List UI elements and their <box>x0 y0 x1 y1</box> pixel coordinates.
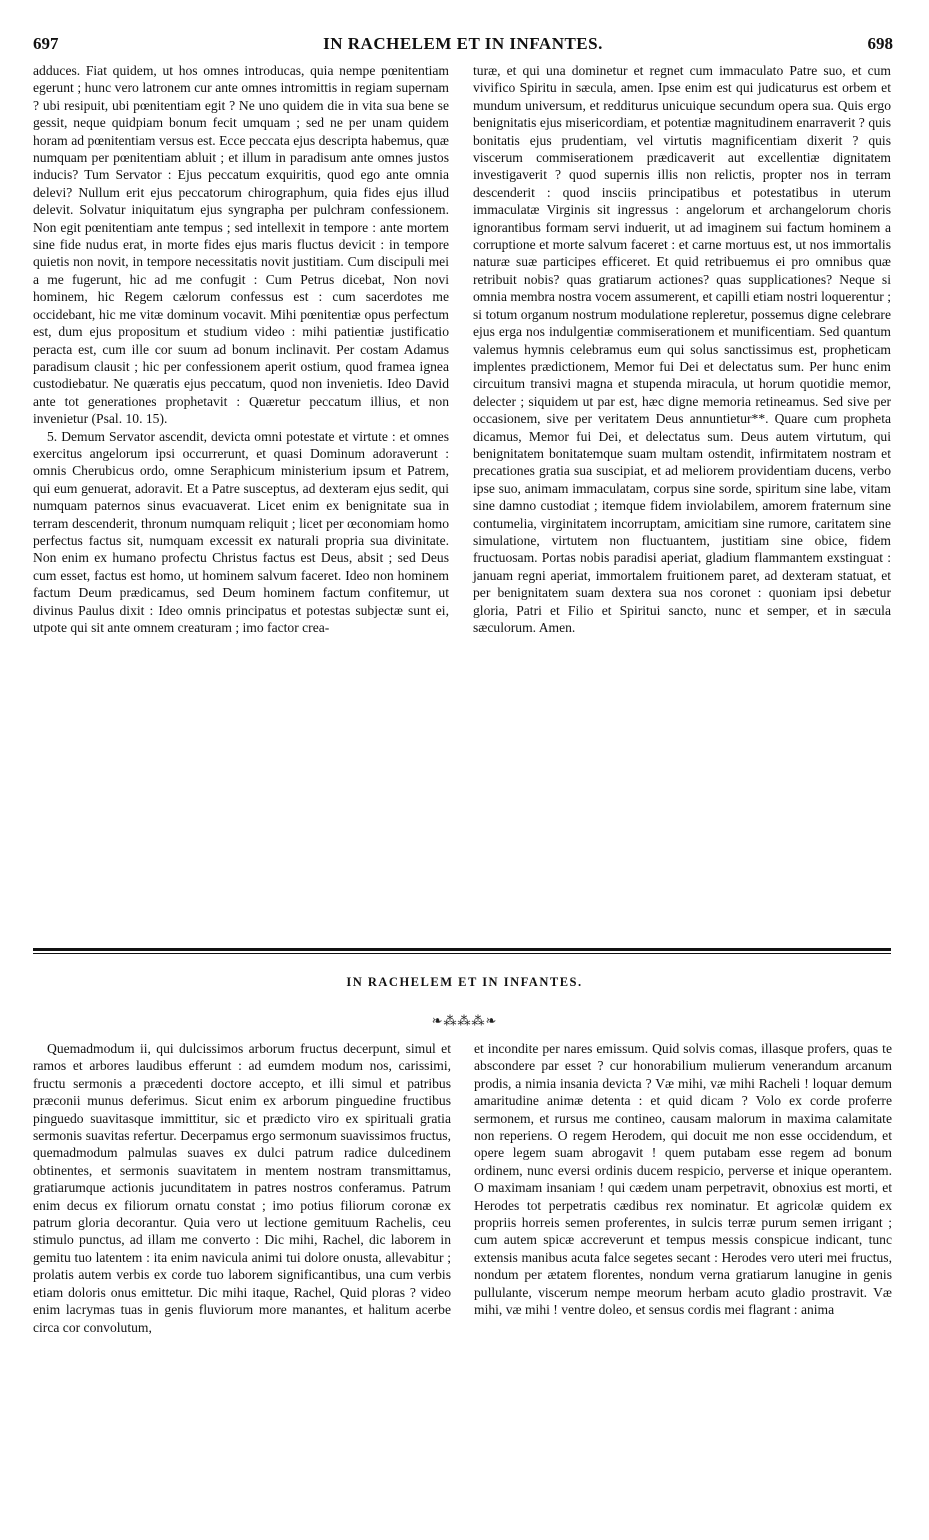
running-title: IN RACHELEM ET IN INFANTES. <box>323 34 603 53</box>
paragraph-top-left-1: adduces. Fiat quidem, ut hos omnes introducas, quia nempe pœnitentiam egerunt ; hunc vero latronem cur ante omnes intromittis in regiam supernam ? ubi resipuit, ubi pœnitentiam egit ? Ne uno quidem die in vita sua bene se gessit, neque quidpiam bonum fecit umquam ; sed ne per unam quidem horam ad pœnitentiam versus est. Ecce peccata ejus descripta habemus, quæ numquam per pœnitentiam abluit ; et illum in paradisum ante omnes justos inducis? Tum Servator : Ejus peccatum exquiritis, quod ego ante omnia delevi? Nullum erit ejus peccatorum chirographum, quia fides ejus illud delevit. Solvatur iniquitatum ejus syngrapha per pulchram confessionem. Non egit pœnitentiam ante tempus ; sed intellexit in tempore : ante mortem sine fide nudus erat, in morte fides ejus maris fluctus devicit : in tempore quietis non novit, in tempore necessitatis novit justitiam. Cum discipuli mei a me fugerunt, hic ad me confugit : Cum Petrus dicebat, Non novi hominem, hic Regem cælorum confessus est : cum sacerdotes me occidebant, hic me vitæ dominum vocavit. Mihi pœnitentiæ opus perfectum est, dum ejus propositum et studium video : mihi patientiæ justificatio peracta est, cum ille cor suum ad bonum inclinavit. Per costam Adamus paradisum clausit ; hic per confessionem aperit ostium, quod framea ignea custodiebatur. Ne quæratis ejus peccatum, quod non invenietis. Ideo David ante tot generationes prophetavit : Quæretur peccatum illius, et non invenietur (Psal. 10. 15). <box>33 63 449 427</box>
column-top-left <box>33 62 449 636</box>
section-title: IN RACHELEM ET IN INFANTES. <box>346 975 583 989</box>
page-header <box>33 34 893 56</box>
paragraph-bottom-right: et inconditе per nares emissum. Quid solvis comas, illasque profers, quas te abscondere par esset ? cur honorabilium mulierum venerandum arcanum prodis, a nimia insania devicta ? Væ mihi, væ mihi Racheli ! loquar demum amaritudine animæ detenta : et quid dicam ? Volo ex corde proferre sermonem, et rursus me contineo, causam malorum in maxima calamitate non reperiens. O regem Herodem, qui docuit me non esse occidendum, et opere legem suam abrogavit ! quem putabam esse regem ad bonum ordinem, nunc eversi ordinis ducem respicio, perverse et inique operantem. O maximam insaniam ! qui cædem unam perpetravit, obnoxius est morti, et Herodes tot perpetratis cædibus rex nominatur. Et agricolæ quidem ex propriis horreis semen proferentes, in sulcis terræ purum semen irrigant ; cum autem spicæ accreverunt et tempus messis conspicue indicant, tunc extensis manibus acuta falce segetes secant : Herodes vero uteri mei fructus, nondum per ætatem florentes, nondum verna gratiarum lanugine in genis pullulante, viscerum nempe meorum herbam acuto gladio prostravit. Væ mihi, væ mihi ! ventre doleo, et sensus cordis mei flagrant : anima <box>474 1041 892 1318</box>
ornament-flourish: ❧⁂⁂⁂❧ <box>431 1013 498 1028</box>
paragraph-bottom-left: Quemadmodum ii, qui dulcissimos arborum fructus decerpunt, simul et ramos et arbores laudibus efferunt : ad eumdem modum nos, carissimi, fructu sermonis a præcedenti doctore accepto, et illi simul et patribus præconii munus deferimus. Sicut enim ex arborum pinguedine fructibus pinguedo suavitasque immittitur, sic et prædicto viro ex spirituali gratia sermonis suavitas refertur. Decerpamus ergo sermonum suavissimos fructus, quemadmodum palmulas suaves ex dulci patrum radice dulcedinem obtinentes, et sermonis suavitatem in mentem nostram transmittamus, gratiarumque actionis jucunditatem in patres nostros conferamus. Patrum enim decus ex filiorum ornatu constat ; imo potius filiorum coronæ ex patrum gloria decorantur. Quia vero ut lectione gemituum Rachelis, ceu stimulo punctus, ad illam me converto : Dic mihi, Rachel, dic laborem in gemitu tuo latentem : ita enim navicula animi tui dolore onusta, allevabitur ; prolatis autem verbis ex corde tuo laborem significantibus, una cum verbis etiam doloris onus emittetur. Dic mihi itaque, Rachel, Quid ploras ? video enim lacrymas tuas in genis fluviorum more manantes, et halitum acerbe circa cor convolutum, <box>33 1041 451 1335</box>
section-divider <box>33 948 891 954</box>
column-top-right <box>473 62 891 636</box>
paragraph-top-left-2: 5. Demum Servator ascendit, devicta omni potestate et virtute : et omnes exercitus angelorum ipsi occurrerunt, et quasi Dominum adoraverunt : omnis Cherubicus ordo, omne Seraphicum ministerium ipsum et Patrem, qui eum genuerat, adoravit. Et a Patre susceptus, ad dexteram ejus sedit, qui numquam paternos sinus evacuaverat. Licet enim ex benignitate sua in terram descenderit, thronum numquam reliquit ; licet per œconomiam homo perfectus factus sit, numquam excessit ex naturali propria sua divinitate. Non enim ex humano profectu Christus factus est Deus, absit ; sed Deus cum esset, factus est homo, ut hominem salvum faceret. Ideo non hominem factum Deum prædicamus, sed Deum hominem factum confitemur, ut divinus Paulus dixit : Ideo omnis principatus et potestas subjectæ sunt ei, utpote qui sit ante omnem creaturam ; imo factor crea- <box>33 428 449 635</box>
page-number-left: 697 <box>33 34 59 53</box>
column-bottom-left <box>33 1040 451 1336</box>
paragraph-top-right: turæ, et qui una dominetur et regnet cum immaculato Patre suo, et cum vivifico Spiritu in sæcula, amen. Ipse enim est qui judicaturus est orbem et mundum universum, et redditurus unicuique secundum opera sua. Quis ergo benignitatis ejus misericordiam, et potentiæ magnitudinem enarraverit ? quis bonitatis ejus prudentiam, vel virtutis magnificentiam dixerit ? quis viscerum commiserationem prædicaverit aut excellentiæ dignitatem investigaverit ? quod supernis illis non relictis, propter nos in terram descenderit : quod insciis principatibus et potestatibus in uterum immaculatæ Virginis sit ingressus : angelorum et archangelorum choris ignorantibus formam servi induerit, ut ad imaginem sui factum hominem a corruptione et morte salvum faceret : et carne mortuus est, ut nos immortalis naturæ suæ participes efficeret. Et quid retribuemus ei pro omnibus quæ retribuit nobis? quas gratiarum actiones? quas supplicationes? Neque si omnia membra nostra vocem assumerent, et capilli etiam nostri loquerentur ; si totum organum nostrum modulatione repleretur, possemus digne celebrare ejus erga nos indulgentiæ commiserationem et munificentiam. Sed quantum valemus hymnis celebramus eum qui solus sanctissimus est, propheticam implentes prædictionem, Memor fui Dei et delectatus sum. Per hunc enim circuitum transivi magna et stupenda miracula, ut horum quotidie memor, delecter ; siquidem ut par est, hæc digne memoria retineamus. Sed sive per occasionem, sive per veritatem Deus annuntietur**. Quare cum propheta dicamus, Memor fui Dei, et delectatus sum. Deus autem virtutum, qui benignitatem bonitatemque suam multam ostendit, infirmitatem nostram et precationes gratia sua suscipiat, et ad meliorem providentiam ducens, verbo ipse suo, animam immaculatam, corpus sine sorde, spiritum sine labe, vitam sine damno custodiat ; itemque fidem inviolabilem, amorem fraternum sine contumelia, virginitatem incorruptam, amicitiam sine rumore, caritatem sine simulatione, virtutem non fluctuantem, justitiam sine obice, fidem fructuosam. Portas nobis paradisi aperiat, gladium flammantem exstinguat : januam regni aperiat, immortalem fruitionem paret, ad dexteram statuat, et per benignitatem suam dextera sua nos coronet : quoniam ipsi debetur gloria, Patri et Filio et Spiritui sancto, nunc et semper, et in sæcula sæculorum. Amen. <box>473 63 891 635</box>
page-number-right: 698 <box>867 34 893 53</box>
column-bottom-right <box>474 1040 892 1319</box>
